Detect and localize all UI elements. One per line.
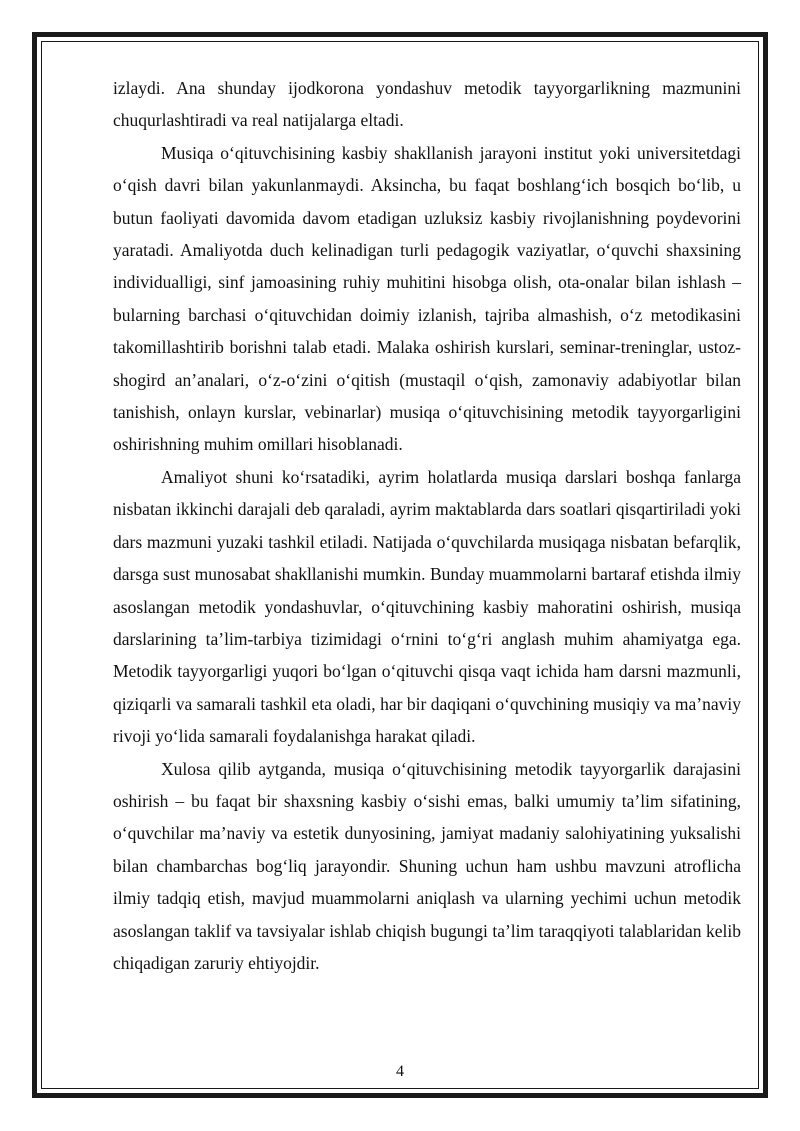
- paragraph-continuation: izlaydi. Ana shunday ijodkorona yondashuv metodik tayyorgarlikning mazmunini chuqurlashtiradi va real natijalarga eltadi.: [113, 78, 741, 131]
- page-number: 4: [396, 1063, 404, 1080]
- document-body: [113, 72, 741, 979]
- paragraph-professional-development: Musiqa o‘qituvchisining kasbiy shakllanish jarayoni institut yoki universitetdagi o‘qish davri bilan yakunlanmaydi. Aksincha, bu faqat boshlang‘ich bosqich bo‘lib, u butun faoliyati davomida davom etadigan uzluksiz kasbiy rivojlanishning poydevorini yaratadi. Amaliyotda duch kelinadigan turli pedagogik vaziyatlar, o‘quvchi shaxsining individualligi, sinf jamoasining ruhiy muhitini hisobga olish, ota-onalar bilan ishlash – bularning barchasi o‘qituvchidan doimiy izlanish, tajriba almashish, o‘z metodikasini takomillashtirib borishni talab etadi. Malaka oshirish kurslari, seminar-treninglar, ustoz-shogird an’analari, o‘z-o‘zini o‘qitish (mustaqil o‘qish, zamonaviy adabiyotlar bilan tanishish, onlayn kurslar, vebinarlar) musiqa o‘qituvchisining metodik tayyorgarligini oshirishning muhim omillari hisoblanadi.: [113, 142, 741, 455]
- paragraph-conclusion: Xulosa qilib aytganda, musiqa o‘qituvchisining metodik tayyorgarlik darajasini oshirish – bu faqat bir shaxsning kasbiy o‘sishi emas, balki umumiy ta’lim sifatining, o‘quvchilar ma’naviy va estetik dunyosining, jamiyat madaniy salohiyatining yuksalishi bilan chambarchas bog‘liq jarayondir. Shuning uchun ham ushbu mavzuni atroflicha ilmiy tadqiq etish, mavjud muammolarni aniqlash va ularning yechimi uchun metodik asoslangan taklif va tavsiyalar ishlab chiqish bugungi ta’lim taraqqiyoti talablaridan kelib chiqadigan zaruriy ehtiyojdir.: [113, 758, 741, 973]
- paragraph-practice-problems: Amaliyot shuni ko‘rsatadiki, ayrim holatlarda musiqa darslari boshqa fanlarga nisbatan ikkinchi darajali deb qaraladi, ayrim maktablarda dars soatlari qisqartiriladi yoki dars mazmuni yuzaki tashkil etiladi. Natijada o‘quvchilarda musiqaga nisbatan befarqlik, darsga sust munosabat shakllanishi mumkin. Bunday muammolarni bartaraf etishda ilmiy asoslangan metodik yondashuvlar, o‘qituvchining kasbiy mahoratini oshirish, musiqa darslarining ta’lim-tarbiya tizimidagi o‘rnini to‘g‘ri anglash muhim ahamiyatga ega. Metodik tayyorgarligi yuqori bo‘lgan o‘qituvchi qisqa vaqt ichida ham darsni mazmunli, qiziqarli va samarali tashkil eta oladi, har bir daqiqani o‘quvchining musiqiy va ma’naviy rivoji yo‘lida samarali foydalanishga harakat qiladi.: [113, 466, 741, 747]
